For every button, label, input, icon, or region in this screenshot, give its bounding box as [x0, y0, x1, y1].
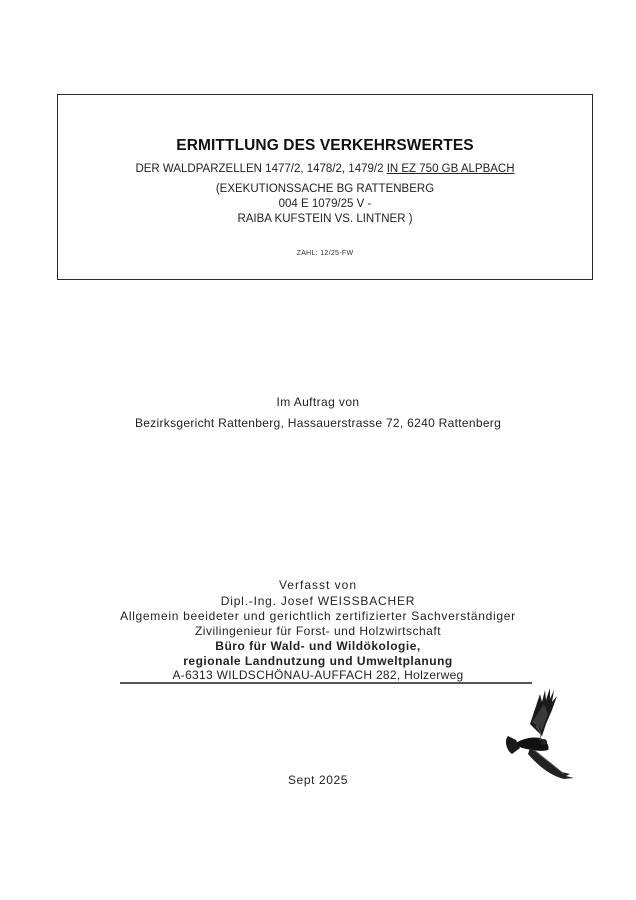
case-line-number: 004 E 1079/25 V - — [278, 198, 372, 210]
eagle-icon — [500, 684, 580, 782]
reference-number: ZAHL: 12/25-FW — [296, 250, 354, 257]
author-label: Verfasst von — [278, 578, 358, 592]
commission-client: Bezirksgericht Rattenberg, Hassauerstrasse 72, 6240 Rattenberg — [134, 416, 502, 430]
case-line-court: (EXEKUTIONSSACHE BG RATTENBERG — [215, 183, 435, 195]
document-subtitle — [58, 163, 592, 175]
author-certification: Allgemein beeideter und gerichtlich zertifizierter Sachverständiger — [120, 609, 516, 623]
divider-rule — [120, 682, 532, 684]
author-profession: Zivilingenieur für Forst- und Holzwirtschaft — [194, 624, 442, 638]
document-title: ERMITTLUNG DES VERKEHRSWERTES — [176, 137, 474, 154]
title-box — [57, 94, 593, 280]
office-name-line-1: Büro für Wald- und Wildökologie, — [215, 639, 421, 653]
author-name: Dipl.-Ing. Josef WEISSBACHER — [220, 594, 416, 608]
case-line-parties: RAIBA KUFSTEIN VS. LINTNER ) — [237, 213, 413, 225]
document-date: Sept 2025 — [287, 773, 349, 787]
commission-label: Im Auftrag von — [276, 395, 360, 409]
subtitle-parcels: DER WALDPARZELLEN 1477/2, 1478/2, 1479/2 — [135, 163, 387, 175]
office-name-line-2: regionale Landnutzung und Umweltplanung — [183, 654, 453, 668]
office-address: A-6313 WILDSCHÖNAU-AUFFACH 282, Holzerweg — [172, 668, 464, 682]
subtitle-land-register: IN EZ 750 GB ALPBACH — [386, 163, 515, 175]
